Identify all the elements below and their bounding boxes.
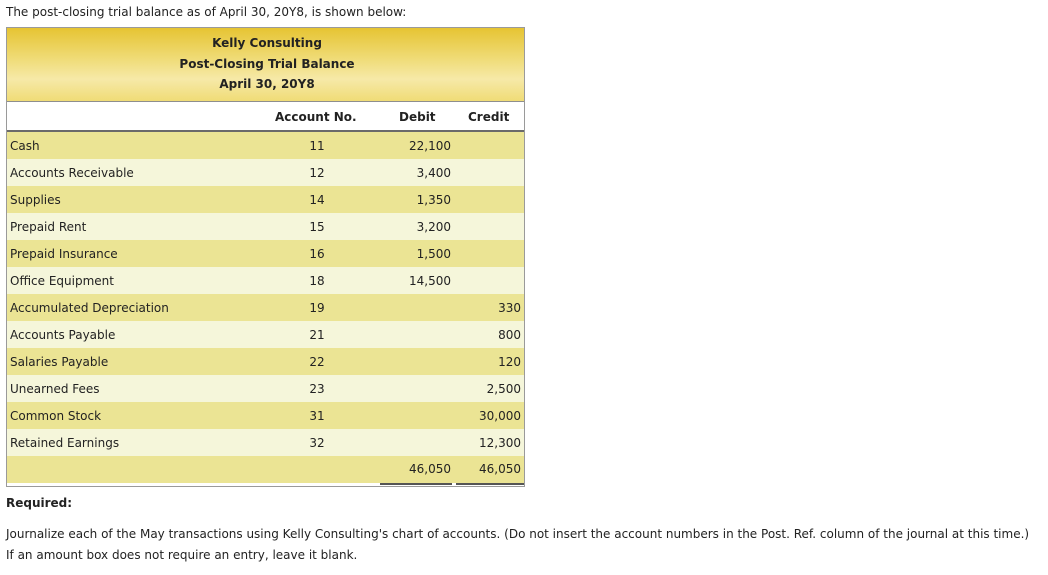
account-number: 15 [309, 220, 325, 234]
total-debit: 46,050 [409, 462, 451, 476]
table-row [7, 267, 524, 294]
intro-text: The post-closing trial balance as of April 30, 20Y8, is shown below: [6, 5, 407, 19]
account-number: 14 [309, 193, 325, 207]
credit-amount: 2,500 [486, 382, 521, 396]
account-number: 19 [309, 301, 325, 315]
account-number: 23 [309, 382, 325, 396]
account-name: Cash [10, 139, 40, 153]
table-row [7, 240, 524, 267]
account-number: 11 [309, 139, 325, 153]
statement-date: April 30, 20Y8 [219, 77, 315, 91]
totals-row [7, 456, 524, 483]
table-row [7, 402, 524, 429]
total-credit-double-rule [456, 483, 524, 485]
credit-amount: 800 [498, 328, 521, 342]
instructions-line-1: Journalize each of the May transactions using Kelly Consulting's chart of accounts. (Do not insert the account numbers in the Post. Ref. column of the journal at this time.) [6, 527, 1030, 541]
account-name: Salaries Payable [10, 355, 109, 369]
account-name: Unearned Fees [10, 382, 100, 396]
account-name: Office Equipment [10, 274, 114, 288]
table-row [7, 321, 524, 348]
debit-amount: 3,400 [416, 166, 451, 180]
debit-amount: 1,500 [416, 247, 451, 261]
total-debit-double-rule [380, 483, 452, 485]
statement-title: Post-Closing Trial Balance [179, 57, 355, 71]
company-name: Kelly Consulting [212, 36, 322, 50]
debit-amount: 22,100 [409, 139, 451, 153]
account-number: 21 [309, 328, 325, 342]
account-name: Prepaid Rent [10, 220, 87, 234]
table-row [7, 375, 524, 402]
table-row [7, 132, 524, 159]
trial-balance-table [6, 27, 525, 487]
account-name: Accounts Receivable [10, 166, 134, 180]
column-header-credit: Credit [468, 110, 510, 124]
column-header-debit: Debit [399, 110, 436, 124]
table-row [7, 213, 524, 240]
account-number: 16 [309, 247, 325, 261]
column-header-account-no: Account No. [275, 110, 357, 124]
account-number: 32 [309, 436, 325, 450]
account-name: Supplies [10, 193, 61, 207]
account-number: 18 [309, 274, 325, 288]
table-row [7, 429, 524, 456]
table-row [7, 159, 524, 186]
table-header [7, 28, 524, 102]
account-number: 12 [309, 166, 325, 180]
instructions-line-2: If an amount box does not require an entry, leave it blank. [6, 548, 358, 562]
account-name: Accumulated Depreciation [10, 301, 169, 315]
table-row [7, 348, 524, 375]
debit-amount: 3,200 [416, 220, 451, 234]
credit-amount: 120 [498, 355, 521, 369]
credit-amount: 12,300 [479, 436, 521, 450]
account-name: Retained Earnings [10, 436, 120, 450]
debit-amount: 1,350 [416, 193, 451, 207]
column-header-row [7, 102, 524, 130]
required-label: Required: [6, 496, 73, 510]
credit-amount: 30,000 [479, 409, 521, 423]
account-name: Prepaid Insurance [10, 247, 118, 261]
table-row [7, 294, 524, 321]
account-number: 31 [309, 409, 325, 423]
debit-amount: 14,500 [409, 274, 451, 288]
total-credit: 46,050 [479, 462, 521, 476]
account-number: 22 [309, 355, 325, 369]
account-name: Common Stock [10, 409, 102, 423]
account-name: Accounts Payable [10, 328, 116, 342]
table-row [7, 186, 524, 213]
credit-amount: 330 [498, 301, 521, 315]
